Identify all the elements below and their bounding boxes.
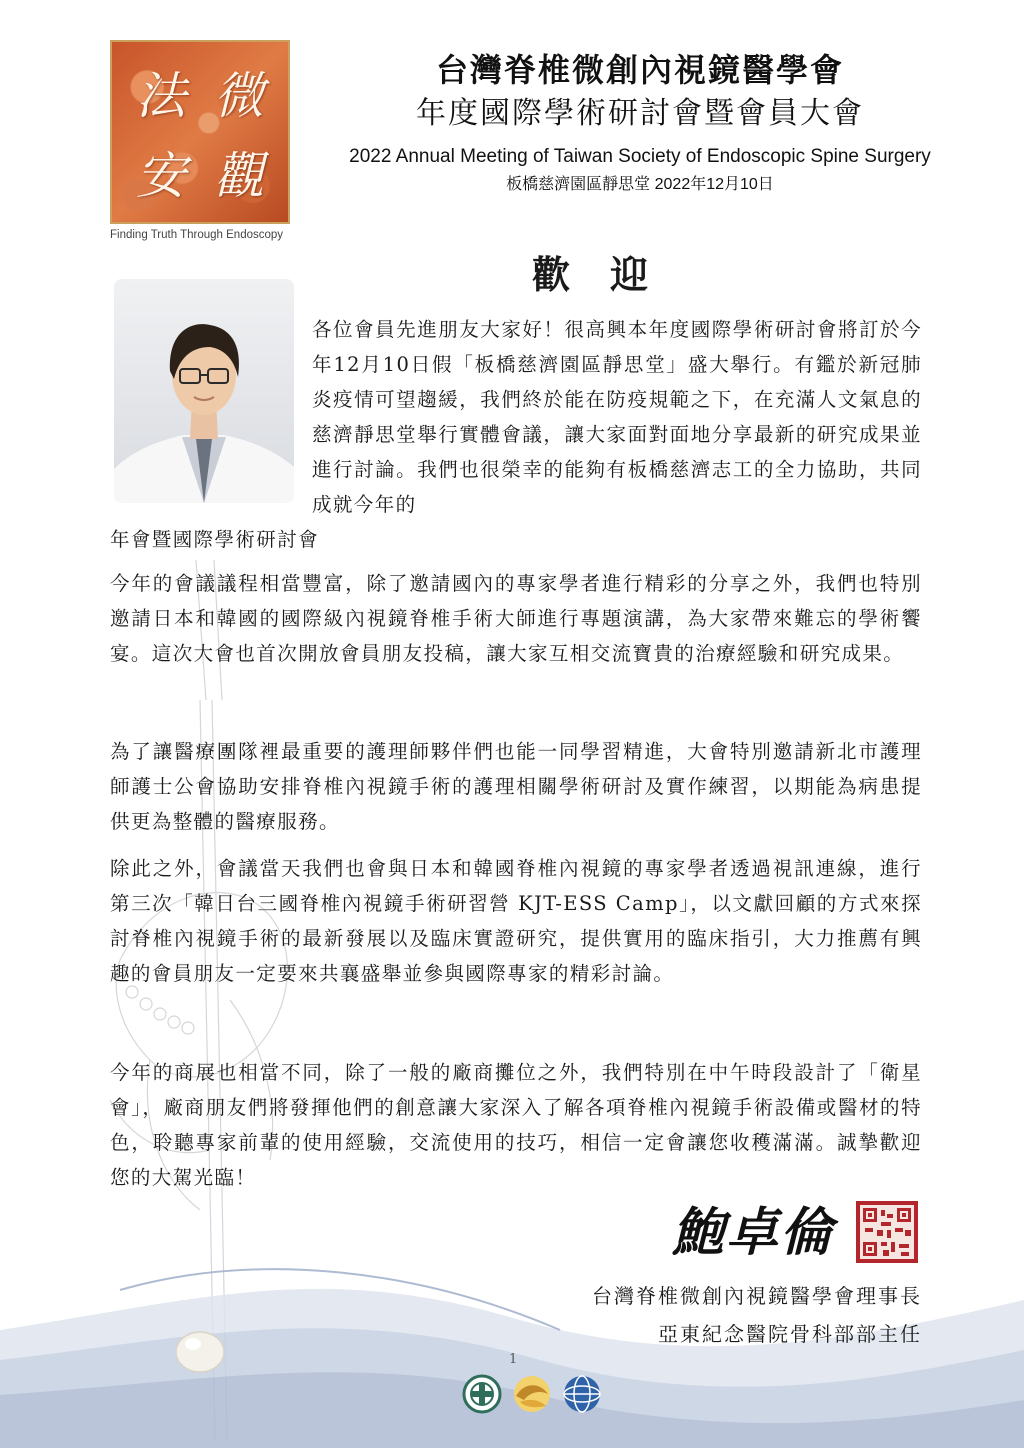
welcome-paragraph-1-tail: 年會暨國際學術研討會 bbox=[110, 528, 320, 551]
logo-char: 安 bbox=[136, 147, 186, 205]
welcome-paragraph-4: 除此之外，會議當天我們也會與日本和韓國脊椎內視鏡的專家學者透過視訊連線，進行第三次「韓日台三國脊椎內視鏡手術研習營 KJT-ESS Camp」，以文獻回顧的方式來探討脊椎內視鏡手術的最新發展以及臨床實證研究，提供實用的臨床指引，大力推薦有興趣的會員朋友一定要來共襄盛舉並參與國際專家的精彩討論。 bbox=[110, 857, 922, 985]
logo-char: 法 bbox=[136, 67, 186, 125]
society-logo bbox=[110, 40, 290, 224]
globe-emblem-icon bbox=[564, 1376, 600, 1412]
welcome-paragraph-5: 今年的商展也相當不同，除了一般的廠商攤位之外，我們特別在中午時段設計了「衛星會」，廠商朋友們將發揮他們的創意讓大家深入了解各項脊椎內視鏡手術設備或醫材的特色，聆聽專家前輩的使用經驗，交流使用的技巧，相信一定會讓您收穫滿滿。誠摯歡迎您的大駕光臨！ bbox=[110, 1061, 922, 1189]
seal-stamp bbox=[856, 1201, 918, 1263]
welcome-paragraph-1: 各位會員先進朋友大家好！很高興本年度國際學術研討會將訂於今年12月10日假「板橋慈濟園區靜思堂」盛大舉行。有鑑於新冠肺炎疫情可望趨緩，我們終於能在防疫規範之下，在充滿人文氣息的慈濟靜思堂舉行實體會議，讓大家面對面地分享最新的研究成果並進行討論。我們也很榮幸的能夠有板橋慈濟志工的全力協助，共同成就今年的 bbox=[312, 318, 922, 516]
president-signature: 鮑卓倫 bbox=[672, 1202, 835, 1263]
header bbox=[300, 48, 980, 198]
page-title: 台灣脊椎微創內視鏡醫學會 bbox=[435, 51, 844, 89]
venue-date: 板橋慈濟園區靜思堂 2022年12月10日 bbox=[506, 176, 774, 193]
page-number: 1 bbox=[509, 1352, 518, 1367]
welcome-paragraph-2: 今年的會議議程相當豐富，除了邀請國內的專家學者進行精彩的分享之外，我們也特別邀請日本和韓國的國際級內視鏡脊椎手術大師進行專題演講，為大家帶來難忘的學術饗宴。這次大會也首次開放會員朋友投稿，讓大家互相交流寶貴的治療經驗和研究成果。 bbox=[110, 572, 922, 665]
bird-emblem-icon bbox=[514, 1376, 550, 1412]
president-portrait bbox=[114, 279, 294, 503]
logo-char: 微 bbox=[214, 67, 264, 125]
welcome-heading: 歡迎 bbox=[531, 252, 688, 297]
welcome-paragraph-3: 為了讓醫療團隊裡最重要的護理師夥伴們也能一同學習精進，大會特別邀請新北市護理師護士公會協助安排脊椎內視鏡手術的護理相關學術研討及實作練習，以期能為病患提供更為整體的醫療服務。 bbox=[110, 740, 922, 833]
society-emblem-icon bbox=[464, 1376, 500, 1412]
logo-caption: Finding Truth Through Endoscopy bbox=[110, 229, 284, 241]
organizer-logos bbox=[460, 1372, 610, 1416]
president-affiliation: 亞東紀念醫院骨科部部主任 bbox=[658, 1322, 922, 1346]
page-subtitle: 年度國際學術研討會暨會員大會 bbox=[416, 96, 864, 131]
english-title: 2022 Annual Meeting of Taiwan Society of Endoscopic Spine Surgery bbox=[349, 146, 931, 167]
logo-char: 觀 bbox=[214, 147, 264, 205]
president-title: 台灣脊椎微創內視鏡醫學會理事長 bbox=[592, 1284, 922, 1308]
